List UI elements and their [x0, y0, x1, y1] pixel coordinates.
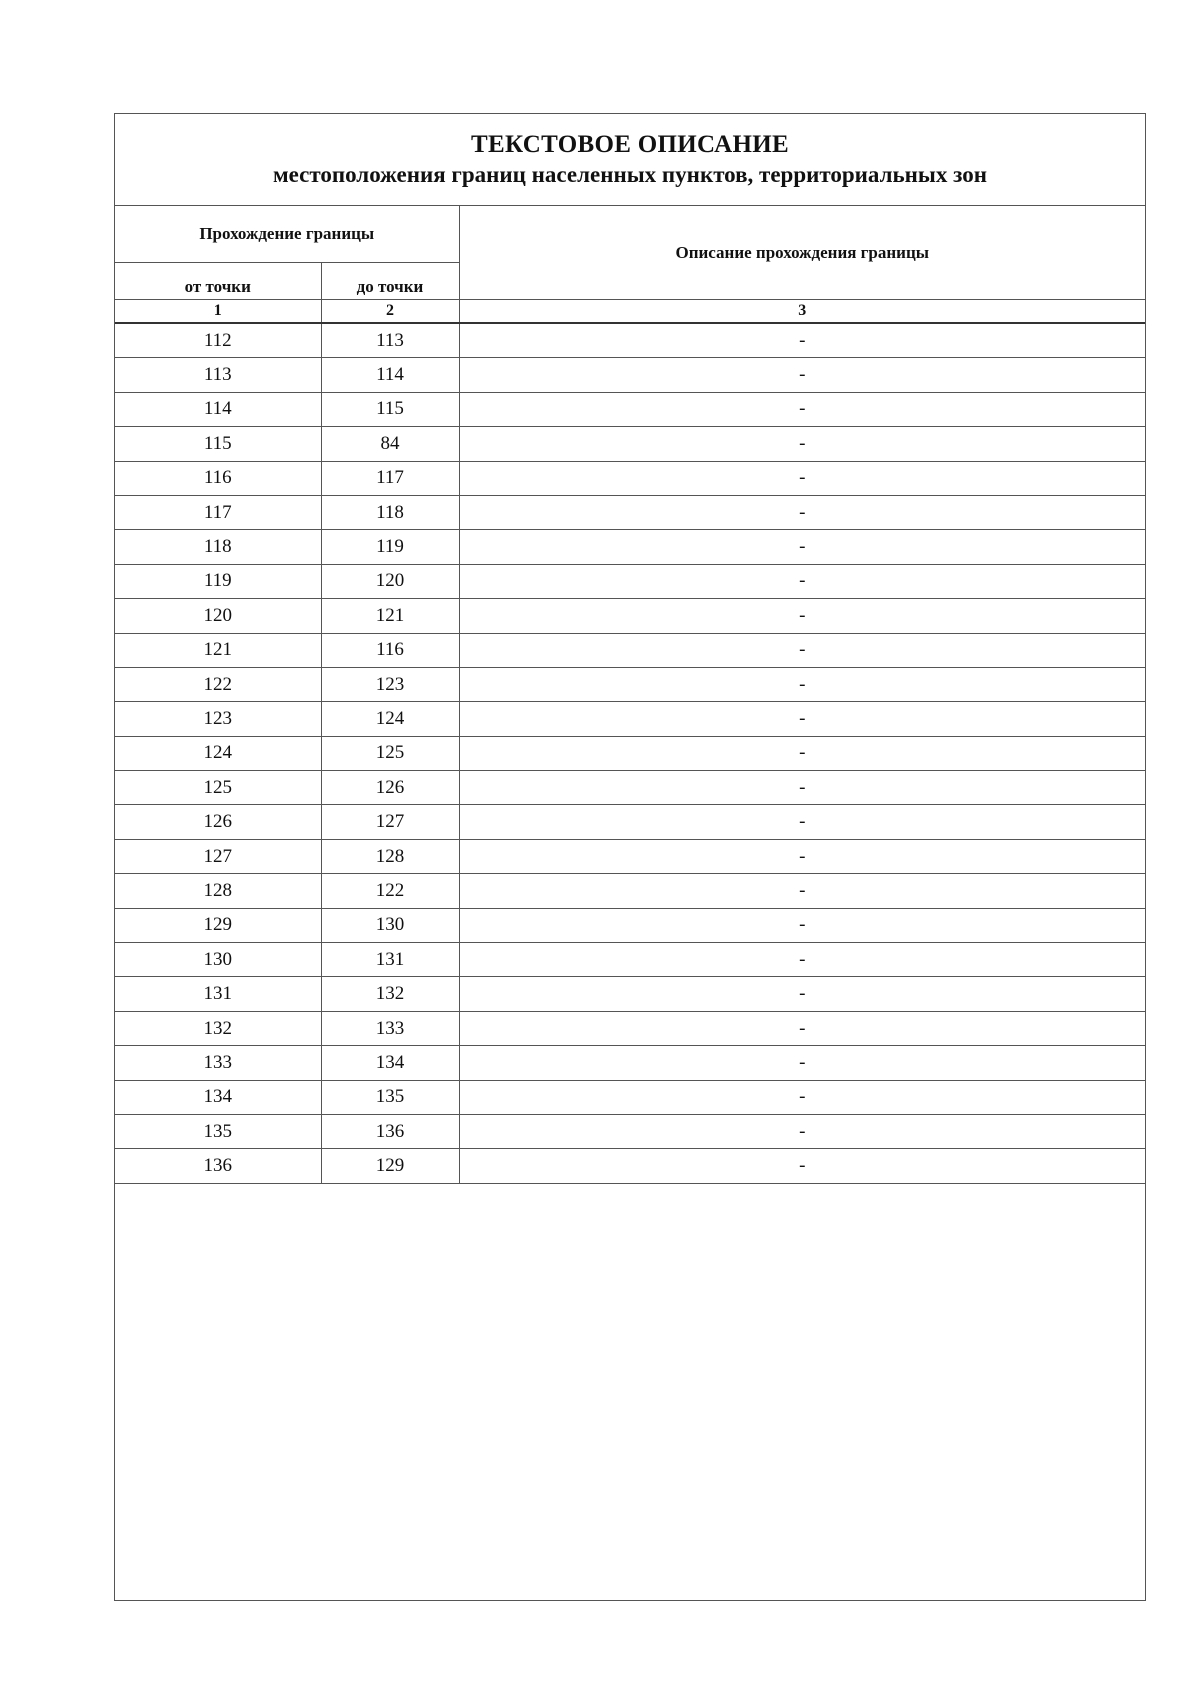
from-point-cell: 131: [115, 977, 321, 1011]
to-point-cell: 128: [321, 839, 459, 873]
boundary-table: [115, 206, 1145, 1184]
to-point-cell: 113: [321, 323, 459, 358]
table-row: [115, 736, 1145, 770]
description-cell: -: [459, 358, 1145, 392]
col-number-3: 3: [459, 300, 1145, 324]
description-cell: -: [459, 427, 1145, 461]
description-cell: -: [459, 461, 1145, 495]
to-point-cell: 116: [321, 633, 459, 667]
table-row: [115, 392, 1145, 426]
to-point-cell: 121: [321, 599, 459, 633]
table-row: [115, 702, 1145, 736]
description-cell: -: [459, 736, 1145, 770]
table-row: [115, 1046, 1145, 1080]
from-point-cell: 117: [115, 495, 321, 529]
col-number-1: 1: [115, 300, 321, 324]
from-point-cell: 135: [115, 1114, 321, 1148]
to-point-cell: 126: [321, 771, 459, 805]
to-point-cell: 132: [321, 977, 459, 1011]
to-point-cell: 135: [321, 1080, 459, 1114]
from-point-cell: 124: [115, 736, 321, 770]
table-row: [115, 564, 1145, 598]
table-row: [115, 805, 1145, 839]
table-row: [115, 633, 1145, 667]
from-point-cell: 115: [115, 427, 321, 461]
description-cell: -: [459, 771, 1145, 805]
from-point-cell: 114: [115, 392, 321, 426]
table-row: [115, 874, 1145, 908]
from-point-cell: 127: [115, 839, 321, 873]
to-point-cell: 84: [321, 427, 459, 461]
description-cell: -: [459, 943, 1145, 977]
description-cell: -: [459, 839, 1145, 873]
from-point-cell: 126: [115, 805, 321, 839]
description-cell: -: [459, 323, 1145, 358]
table-row: [115, 908, 1145, 942]
description-cell: -: [459, 977, 1145, 1011]
from-point-cell: 116: [115, 461, 321, 495]
table-row: [115, 427, 1145, 461]
from-point-cell: 122: [115, 667, 321, 701]
description-cell: -: [459, 1046, 1145, 1080]
table-row: [115, 358, 1145, 392]
table-row: [115, 1114, 1145, 1148]
to-point-cell: 115: [321, 392, 459, 426]
table-row: [115, 1080, 1145, 1114]
description-cell: -: [459, 1149, 1145, 1183]
table-row: [115, 323, 1145, 358]
from-point-cell: 128: [115, 874, 321, 908]
description-cell: -: [459, 1080, 1145, 1114]
to-point-cell: 131: [321, 943, 459, 977]
description-cell: -: [459, 564, 1145, 598]
group-header: Прохождение границы: [115, 206, 459, 263]
table-row: [115, 495, 1145, 529]
to-point-cell: 119: [321, 530, 459, 564]
document-subtitle: местоположения границ населенных пунктов, территориальных зон: [273, 162, 987, 187]
table-row: [115, 977, 1145, 1011]
to-point-cell: 114: [321, 358, 459, 392]
table-row: [115, 943, 1145, 977]
to-point-cell: 123: [321, 667, 459, 701]
from-point-cell: 123: [115, 702, 321, 736]
table-row: [115, 667, 1145, 701]
description-cell: -: [459, 495, 1145, 529]
to-point-cell: 120: [321, 564, 459, 598]
document-frame: [114, 113, 1146, 1601]
description-cell: -: [459, 633, 1145, 667]
description-cell: -: [459, 599, 1145, 633]
table-row: [115, 771, 1145, 805]
from-point-cell: 133: [115, 1046, 321, 1080]
from-point-cell: 132: [115, 1011, 321, 1045]
col-number-2: 2: [321, 300, 459, 324]
to-point-cell: 130: [321, 908, 459, 942]
from-point-cell: 130: [115, 943, 321, 977]
description-cell: -: [459, 530, 1145, 564]
document-title: ТЕКСТОВОЕ ОПИСАНИЕ: [471, 131, 789, 158]
table-row: [115, 839, 1145, 873]
to-point-cell: 134: [321, 1046, 459, 1080]
description-cell: -: [459, 874, 1145, 908]
to-point-cell: 118: [321, 495, 459, 529]
table-body: [115, 323, 1145, 1183]
to-header: до точки: [321, 263, 459, 300]
from-header: от точки: [115, 263, 321, 300]
from-point-cell: 112: [115, 323, 321, 358]
description-cell: -: [459, 805, 1145, 839]
description-cell: -: [459, 667, 1145, 701]
from-point-cell: 118: [115, 530, 321, 564]
from-point-cell: 120: [115, 599, 321, 633]
description-cell: -: [459, 1114, 1145, 1148]
table-row: [115, 530, 1145, 564]
description-cell: -: [459, 392, 1145, 426]
description-cell: -: [459, 1011, 1145, 1045]
from-point-cell: 125: [115, 771, 321, 805]
desc-header: Описание прохождения границы: [459, 206, 1145, 300]
table-row: [115, 1011, 1145, 1045]
from-point-cell: 113: [115, 358, 321, 392]
to-point-cell: 124: [321, 702, 459, 736]
description-cell: -: [459, 702, 1145, 736]
to-point-cell: 117: [321, 461, 459, 495]
title-block: [115, 114, 1145, 206]
table-row: [115, 461, 1145, 495]
to-point-cell: 125: [321, 736, 459, 770]
from-point-cell: 136: [115, 1149, 321, 1183]
to-point-cell: 127: [321, 805, 459, 839]
table-row: [115, 599, 1145, 633]
to-point-cell: 136: [321, 1114, 459, 1148]
from-point-cell: 121: [115, 633, 321, 667]
to-point-cell: 122: [321, 874, 459, 908]
description-cell: -: [459, 908, 1145, 942]
to-point-cell: 133: [321, 1011, 459, 1045]
table-row: [115, 1149, 1145, 1183]
to-point-cell: 129: [321, 1149, 459, 1183]
from-point-cell: 129: [115, 908, 321, 942]
from-point-cell: 119: [115, 564, 321, 598]
from-point-cell: 134: [115, 1080, 321, 1114]
